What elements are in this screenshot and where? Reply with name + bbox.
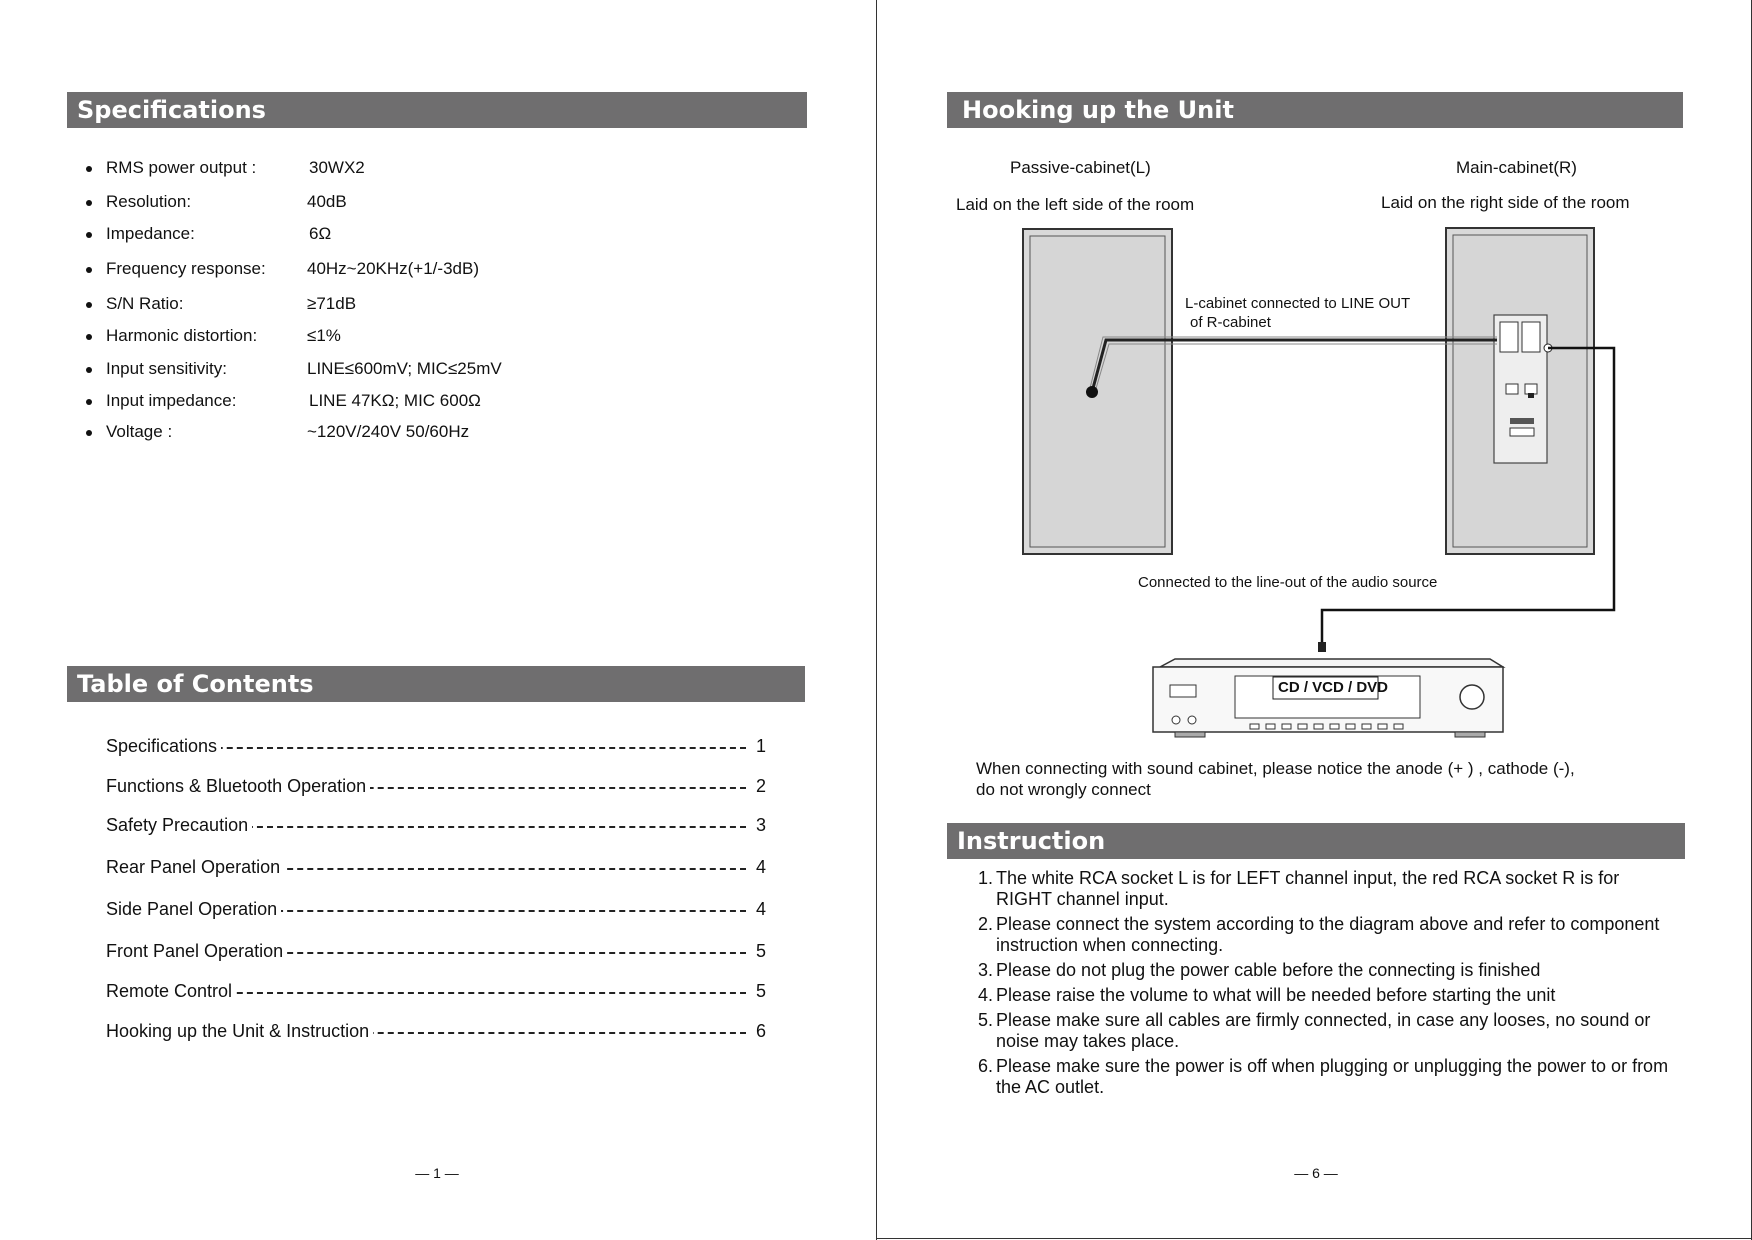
cable-note-line1: L-cabinet connected to LINE OUT — [1185, 295, 1411, 312]
warning-line-2: do not wrongly connect — [976, 780, 1151, 799]
instruction-text: Please do not plug the power cable before the connecting is finished — [996, 960, 1541, 980]
instruction-text: The white RCA socket L is for LEFT channel input, the red RCA socket R is for RIGHT channel input. — [996, 868, 1620, 909]
instruction-number: 1. — [978, 868, 994, 888]
instruction-header: Instruction — [947, 823, 1685, 859]
source-note: Connected to the line-out of the audio source — [1138, 574, 1438, 591]
instruction-item — [978, 1010, 1678, 1052]
toc-title: Specifications — [106, 733, 221, 759]
toc-page: 4 — [750, 854, 766, 880]
instruction-number: 3. — [978, 960, 994, 980]
cable-note-line2: of R-cabinet — [1190, 314, 1271, 331]
spec-label: Impedance: — [106, 224, 195, 243]
toc-page: 5 — [750, 978, 766, 1004]
instruction-item — [978, 868, 1678, 910]
instruction-number: 2. — [978, 914, 994, 934]
instruction-item — [978, 985, 1678, 1006]
toc-title: Rear Panel Operation — [106, 854, 284, 880]
toc-page: 3 — [750, 812, 766, 838]
instruction-number: 5. — [978, 1010, 994, 1030]
spec-label: Harmonic distortion: — [106, 326, 258, 345]
main-cabinet-sub: Laid on the right side of the room — [1381, 193, 1630, 212]
toc-page: 2 — [750, 773, 766, 799]
page-number-left: — 1 — — [415, 1165, 459, 1181]
instruction-item — [978, 914, 1678, 956]
instruction-number: 6. — [978, 1056, 994, 1076]
main-cabinet-label: Main-cabinet(R) — [1456, 158, 1577, 177]
toc-page: 1 — [750, 733, 766, 759]
rca-plug-icon — [1318, 642, 1326, 652]
toc-title: Functions & Bluetooth Operation — [106, 773, 370, 799]
toc-title: Safety Precaution — [106, 812, 252, 838]
spec-value: 30WX2 — [309, 158, 365, 177]
spec-value: 40dB — [307, 192, 347, 211]
spec-label: Input sensitivity: — [106, 359, 227, 378]
toc-page: 6 — [750, 1018, 766, 1044]
instruction-text: Please make sure the power is off when plugging or unplugging the power to or from the AC outlet. — [996, 1056, 1669, 1097]
cd-player — [1153, 659, 1503, 737]
spec-value: ≤1% — [307, 326, 341, 345]
instruction-item — [978, 960, 1678, 981]
page-number-right: — 6 — — [1294, 1165, 1338, 1181]
spec-value: ~120V/240V 50/60Hz — [307, 422, 470, 441]
spec-value: LINE≤600mV; MIC≤25mV — [307, 359, 502, 378]
instruction-item — [978, 1056, 1678, 1098]
connection-warning — [976, 758, 1676, 800]
toc-page: 4 — [750, 896, 766, 922]
spec-label: Voltage : — [106, 422, 173, 441]
toc-title: Hooking up the Unit & Instruction — [106, 1018, 373, 1044]
spec-label: Frequency response: — [106, 259, 266, 278]
passive-cabinet-sub: Laid on the left side of the room — [956, 195, 1195, 214]
spec-value: 40Hz~20KHz(+1/-3dB) — [307, 259, 479, 278]
spec-value: LINE 47KΩ; MIC 600Ω — [309, 391, 481, 410]
instruction-list — [978, 868, 1678, 1102]
passive-cabinet-label: Passive-cabinet(L) — [1010, 158, 1151, 177]
spec-value: 6Ω — [309, 224, 332, 243]
hookup-header: Hooking up the Unit — [947, 92, 1683, 128]
toc-title: Side Panel Operation — [106, 896, 281, 922]
toc-title: Remote Control — [106, 978, 236, 1004]
device-label: CD / VCD / DVD — [1278, 679, 1389, 696]
instruction-text: Please connect the system according to the diagram above and refer to component instruction when connecting. — [996, 914, 1660, 955]
warning-line-1: When connecting with sound cabinet, please notice the anode (+ ) , cathode (-), — [976, 759, 1575, 778]
spec-value: ≥71dB — [307, 294, 357, 313]
instruction-text: Please raise the volume to what will be needed before starting the unit — [996, 985, 1556, 1005]
specifications-header: Specifications — [67, 92, 807, 128]
toc-page: 5 — [750, 938, 766, 964]
spec-label: Input impedance: — [106, 391, 237, 410]
spec-label: RMS power output : — [106, 158, 257, 177]
main-cabinet — [1446, 228, 1594, 554]
instruction-text: Please make sure all cables are firmly connected, in case any looses, no sound or noise may takes place. — [996, 1010, 1651, 1051]
toc-title: Front Panel Operation — [106, 938, 287, 964]
instruction-number: 4. — [978, 985, 994, 1005]
toc-header: Table of Contents — [67, 666, 805, 702]
spec-label: S/N Ratio: — [106, 294, 184, 313]
spec-label: Resolution: — [106, 192, 192, 211]
